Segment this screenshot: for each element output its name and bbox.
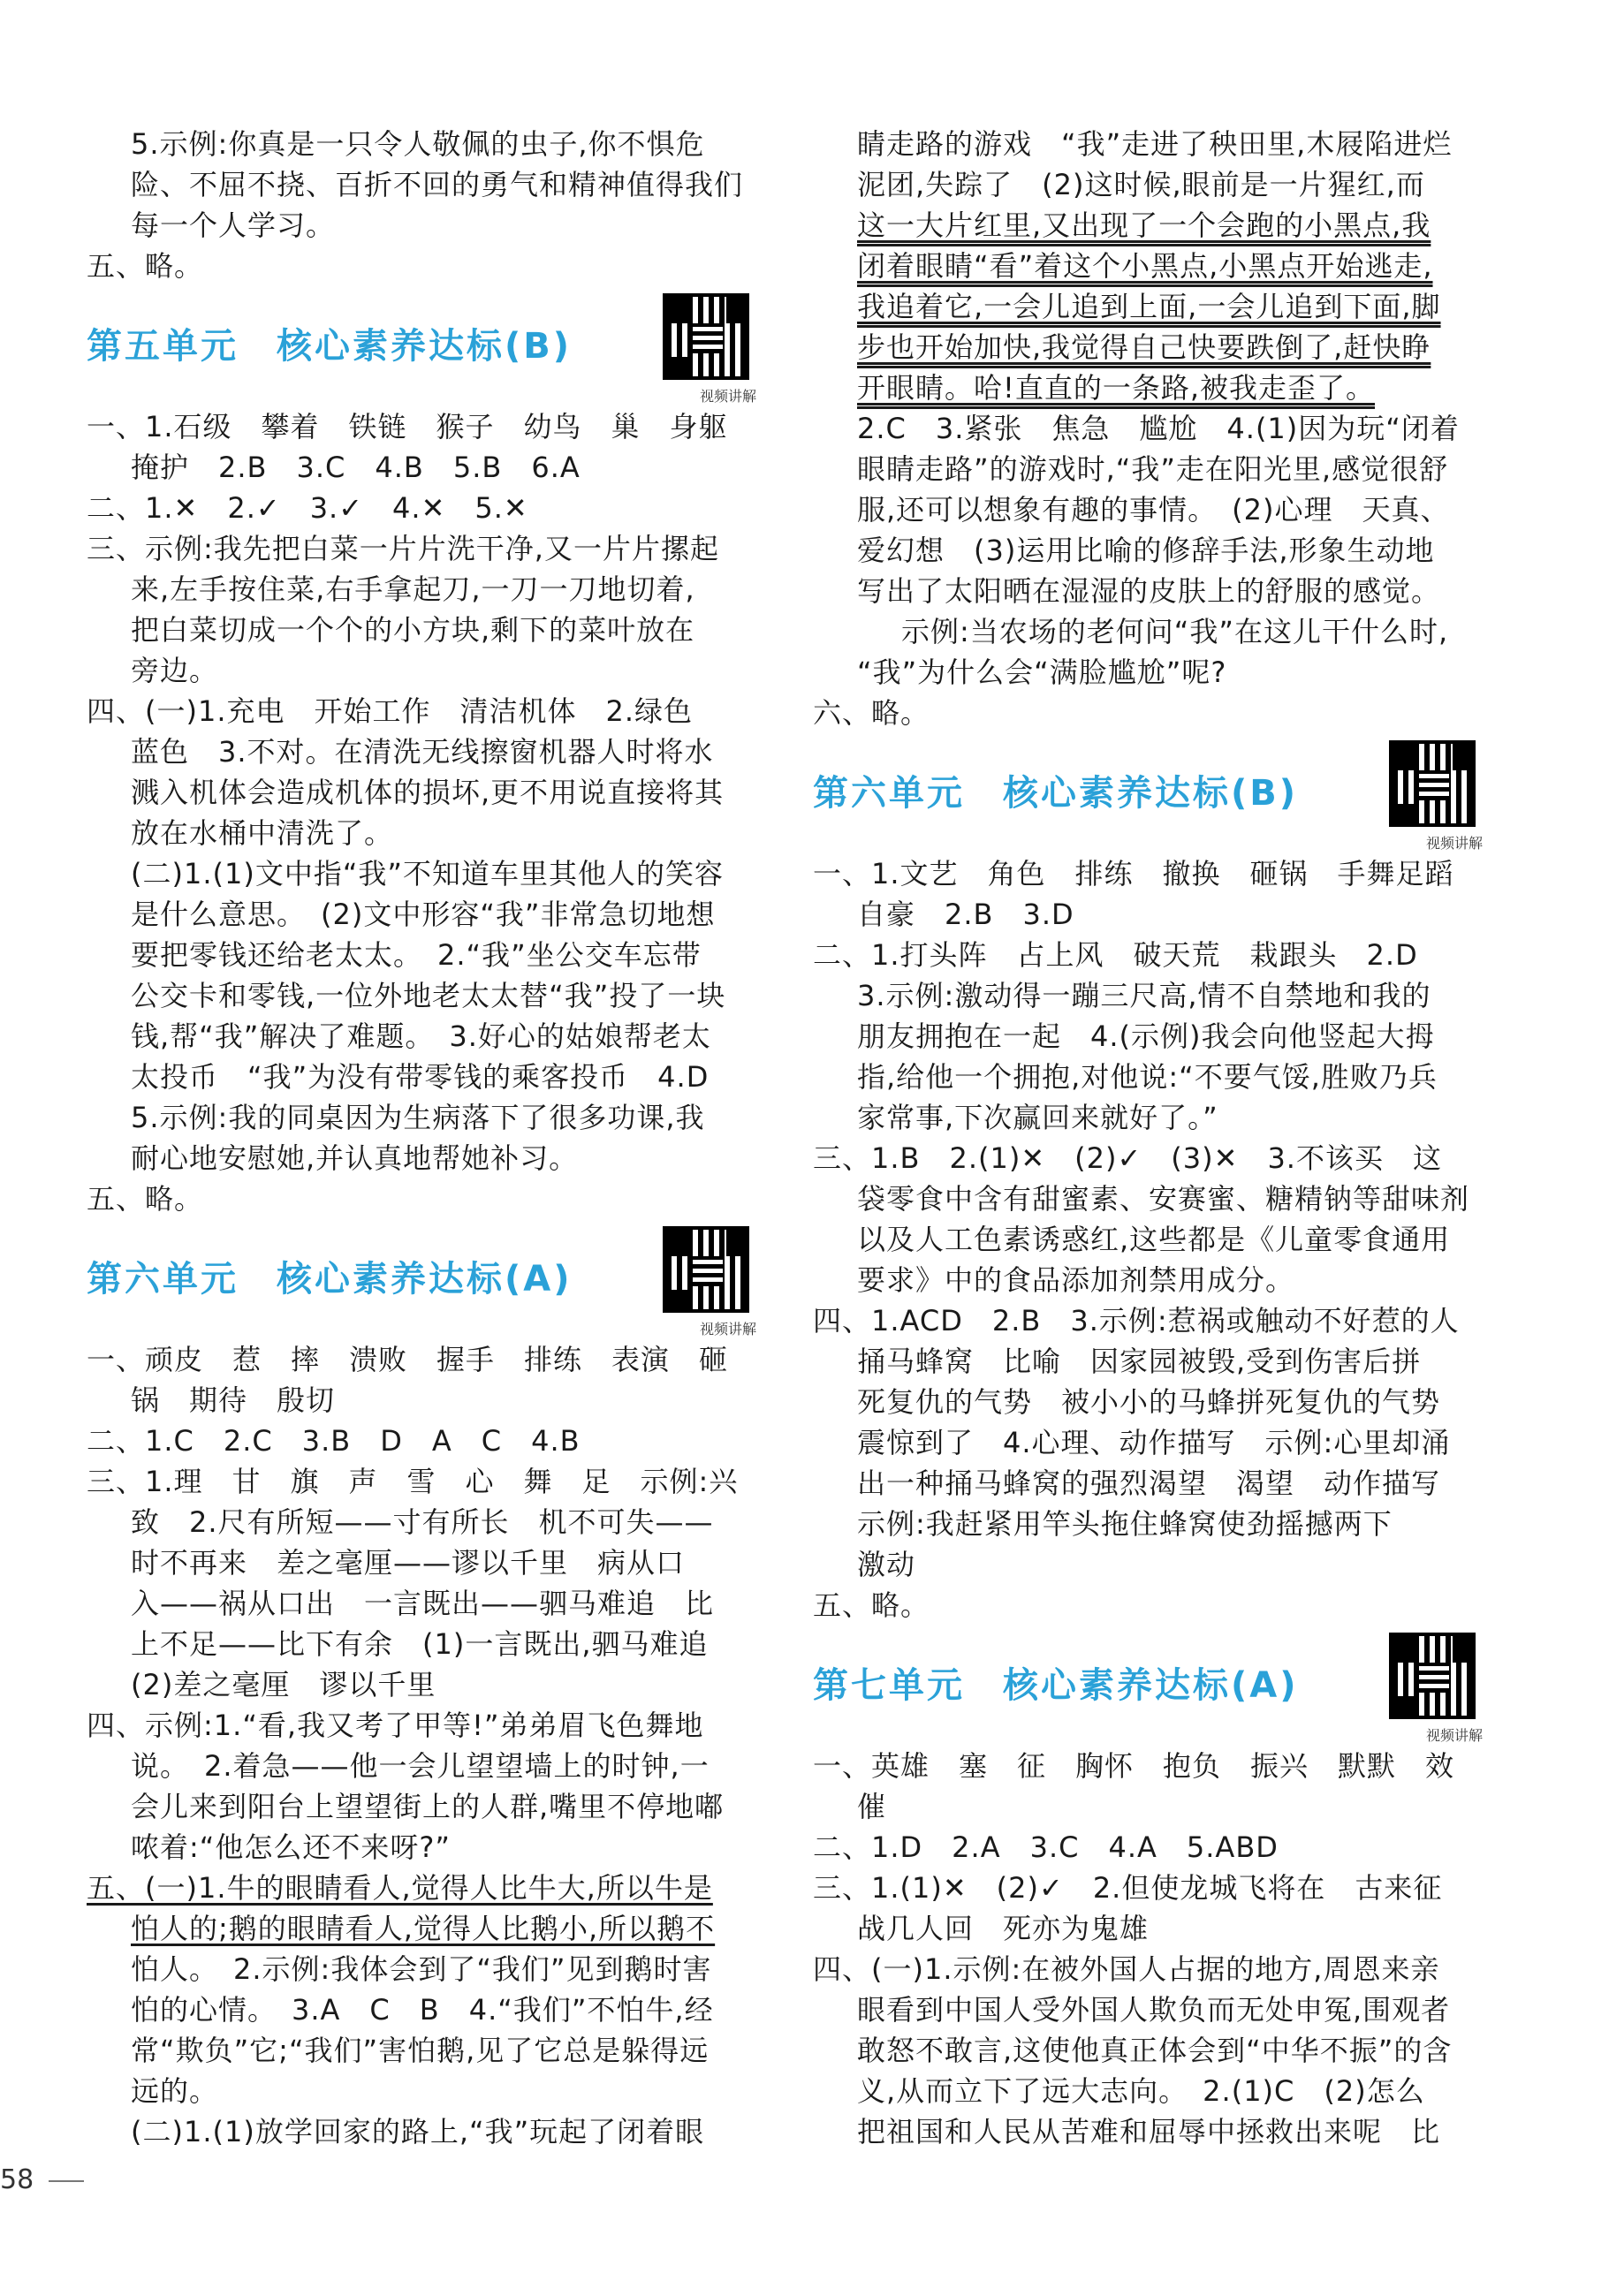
answer-line: 远的。 — [131, 2074, 219, 2108]
answer-line: 3.示例:激动得一蹦三尺高,情不自禁地和我的 — [857, 979, 1431, 1012]
qr-caption: 视频讲解 — [699, 1321, 756, 1337]
qr-caption: 视频讲解 — [1425, 1727, 1483, 1744]
unit-title: 第五单元 核心素养达标(B) — [87, 326, 573, 367]
answer-line: 三、1.理 甘 旗 声 雪 心 舞 足 示例:兴 — [87, 1465, 739, 1498]
answer-line: 致 2.尺有所短——寸有所长 机不可失—— — [131, 1505, 714, 1539]
answer-line: 是什么意思。 (2)文中形容“我”非常急切地想 — [131, 898, 716, 931]
answer-line: 锅 期待 殷切 — [131, 1383, 336, 1417]
answer-line: 要把零钱还给老太太。 2.“我”坐公交车忘带 — [131, 938, 702, 972]
page-number: 58 — [0, 2164, 34, 2195]
unit-header — [813, 1633, 1502, 1744]
answer-line — [87, 1908, 776, 1949]
answer-line: 二、1.打头阵 占上风 破天荒 栽跟头 2.D — [813, 938, 1418, 972]
answer-line: 入——祸从口出 一言既出——驷马难追 比 — [131, 1587, 715, 1620]
double-underlined-text: 开眼睛。哈!直直的一条路,被我走歪了。 — [857, 371, 1376, 405]
answer-line: 眼看到中国人受外国人欺负而无处申冤,围观者 — [857, 1993, 1451, 2027]
answer-line: 四、(一)1.充电 开始工作 清洁机体 2.绿色 — [87, 694, 694, 728]
answer-line: 六、略。 — [813, 696, 930, 730]
answer-line: 5.示例:我的同桌因为生病落下了很多功课,我 — [131, 1101, 705, 1134]
right-column — [813, 124, 1502, 2152]
answer-line: 示例:我赶紧用竿头拖住蜂窝使劲摇撼两下 — [857, 1507, 1393, 1541]
answer-line: 自豪 2.B 3.D — [857, 898, 1074, 931]
answer-line: 一、顽皮 惹 摔 溃败 握手 排练 表演 砸 — [87, 1343, 729, 1376]
answer-line: 四、(一)1.示例:在被外国人占据的地方,周恩来亲 — [813, 1952, 1440, 1986]
page-number-rule — [49, 2180, 84, 2182]
left-column — [87, 124, 776, 2152]
answer-line — [813, 286, 1502, 327]
answer-line: 袋零食中含有甜蜜素、安赛蜜、糖精钠等甜味剂 — [857, 1182, 1470, 1216]
double-underlined-text: 闭着眼睛“看”着这个小黑点,小黑点开始逃走, — [857, 249, 1433, 283]
answer-line: 震惊到了 4.心理、动作描写 示例:心里却涌 — [857, 1426, 1451, 1459]
answer-line: 服,还可以想象有趣的事情。 (2)心理 天真、 — [857, 493, 1450, 527]
answer-line: 耐心地安慰她,并认真地帮她补习。 — [131, 1141, 579, 1175]
answer-line: 眼睛走路”的游戏时,“我”走在阳光里,感觉很舒 — [857, 452, 1449, 486]
answer-line: 写出了太阳晒在湿湿的皮肤上的舒服的感觉。 — [857, 574, 1441, 608]
qr-caption: 视频讲解 — [1425, 835, 1483, 852]
qr-code-icon[interactable] — [1389, 740, 1476, 827]
answer-line: 四、示例:1.“看,我又考了甲等!”弟弟眉飞色舞地 — [87, 1709, 704, 1742]
double-underlined-text: 步也开始加快,我觉得自己快要跌倒了,赶快睁 — [857, 330, 1431, 364]
answer-line: 激动 — [857, 1548, 916, 1581]
answer-line: 旁边。 — [131, 654, 219, 687]
answer-line: 三、1.B 2.(1)✕ (2)✓ (3)✕ 3.不该买 这 — [813, 1141, 1442, 1175]
answer-line: 捅马蜂窝 比喻 因家园被毁,受到伤害后拼 — [857, 1345, 1422, 1378]
answer-line: 常“欺负”它;“我们”害怕鹅,见了它总是躲得远 — [131, 2034, 710, 2067]
answer-line: 催 — [857, 1790, 887, 1823]
answer-line: 来,左手按住菜,右手拿起刀,一刀一刀地切着, — [131, 572, 695, 606]
answer-line: 二、1.C 2.C 3.B D A C 4.B — [87, 1424, 581, 1458]
answer-line: 敢怒不敢言,这使他真正体会到“中华不振”的含 — [857, 2034, 1453, 2067]
qr-code-icon[interactable] — [663, 1226, 749, 1313]
answer-line: 钱,帮“我”解决了难题。 3.好心的姑娘帮老太 — [131, 1019, 711, 1053]
qr-code-icon[interactable] — [1389, 1633, 1476, 1719]
answer-line: 爱幻想 (3)运用比喻的修辞手法,形象生动地 — [857, 534, 1435, 567]
answer-line: 太投币 “我”为没有带零钱的乘客投币 4.D — [131, 1060, 710, 1094]
answer-line: 五、略。 — [87, 1182, 204, 1216]
answer-line: 家常事,下次赢回来就好了。” — [857, 1101, 1218, 1134]
answer-line: 一、1.石级 攀着 铁链 猴子 幼鸟 巢 身躯 — [87, 410, 728, 443]
answer-line: 一、英雄 塞 征 胸怀 抱负 振兴 默默 效 — [813, 1749, 1455, 1783]
answer-line — [813, 368, 1502, 408]
answer-line: 怕的心情。 3.A C B 4.“我们”不怕牛,经 — [131, 1993, 714, 2027]
answer-line: 二、1.D 2.A 3.C 4.A 5.ABD — [813, 1830, 1279, 1864]
answer-line: 睛走路的游戏 “我”走进了秧田里,木屐陷进烂 — [857, 127, 1453, 161]
answer-line — [813, 327, 1502, 368]
answer-line: (二)1.(1)文中指“我”不知道车里其他人的笑容 — [131, 857, 724, 890]
answer-line: 哝着:“他怎么还不来呀?” — [131, 1830, 451, 1864]
answer-line: 公交卡和零钱,一位外地老太太替“我”投了一块 — [131, 979, 726, 1012]
answer-line: 五、略。 — [87, 249, 204, 283]
answer-line: 以及人工色素诱惑红,这些都是《儿童零食通用 — [857, 1223, 1451, 1256]
answer-line: 每一个人学习。 — [131, 208, 336, 242]
answer-line: 2.C 3.紧张 焦急 尴尬 4.(1)因为玩“闭着 — [857, 412, 1460, 445]
unit-title: 第六单元 核心素养达标(A) — [87, 1259, 573, 1300]
answer-line: 指,给他一个拥抱,对他说:“不要气馁,胜败乃兵 — [857, 1060, 1438, 1094]
answer-line: 二、1.✕ 2.✓ 3.✓ 4.✕ 5.✕ — [87, 491, 528, 525]
answer-line: 上不足——比下有余 (1)一言既出,驷马难追 — [131, 1627, 709, 1661]
answer-line: 怕人。 2.示例:我体会到了“我们”见到鹅时害 — [131, 1952, 712, 1986]
answer-line: 5.示例:你真是一只令人敬佩的虫子,你不惧危 — [131, 127, 705, 161]
answer-line: (二)1.(1)放学回家的路上,“我”玩起了闭着眼 — [131, 2115, 705, 2148]
answer-line: 会儿来到阳台上望望街上的人群,嘴里不停地嘟 — [131, 1790, 725, 1823]
answer-line: 出一种捅马蜂窝的强烈渴望 渴望 动作描写 — [857, 1466, 1441, 1500]
answer-line: 泥团,失踪了 (2)这时候,眼前是一片猩红,而 — [857, 168, 1425, 201]
answer-line: 四、1.ACD 2.B 3.示例:惹祸或触动不好惹的人 — [813, 1304, 1460, 1337]
double-underlined-text: 这一大片红里,又出现了一个会跑的小黑点,我 — [857, 208, 1431, 242]
answer-line: 战几人回 死亦为鬼雄 — [857, 1912, 1150, 1945]
underlined-text: 五、(一)1.牛的眼睛看人,觉得人比牛大,所以牛是 — [87, 1871, 713, 1905]
answer-line: 说。 2.着急——他一会儿望望墙上的时钟,一 — [131, 1749, 710, 1783]
answer-line: 死复仇的气势 被小小的马蜂拼死复仇的气势 — [857, 1385, 1441, 1419]
answer-line: 五、略。 — [813, 1588, 930, 1622]
answer-line: “我”为什么会“满脸尴尬”呢? — [857, 655, 1227, 689]
answer-line: 三、示例:我先把白菜一片片洗干净,又一片片摞起 — [87, 532, 719, 565]
double-underlined-text: 我追着它,一会儿追到上面,一会儿追到下面,脚 — [857, 290, 1441, 323]
answer-line — [87, 1868, 776, 1908]
answer-line: 朋友拥抱在一起 4.(示例)我会向他竖起大拇 — [857, 1019, 1435, 1053]
answer-line: 时不再来 差之毫厘——谬以千里 病从口 — [131, 1546, 686, 1580]
answer-line: 一、1.文艺 角色 排练 撤换 砸锅 手舞足蹈 — [813, 857, 1454, 890]
answer-line: 要求》中的食品添加剂禁用成分。 — [857, 1263, 1295, 1297]
qr-code-icon[interactable] — [663, 293, 749, 380]
answer-line: 溅入机体会造成机体的损坏,更不用说直接将其 — [131, 776, 725, 809]
unit-header — [87, 1226, 776, 1337]
underlined-text: 怕人的;鹅的眼睛看人,觉得人比鹅小,所以鹅不 — [131, 1912, 716, 1945]
unit-header — [813, 740, 1502, 852]
answer-line: 险、不屈不挠、百折不回的勇气和精神值得我们 — [131, 168, 744, 201]
answer-line: 放在水桶中清洗了。 — [131, 816, 394, 850]
answer-line — [813, 205, 1502, 246]
answer-line: 示例:当农场的老何问“我”在这儿干什么时, — [901, 615, 1449, 648]
answer-line: 义,从而立下了远大志向。 2.(1)C (2)怎么 — [857, 2074, 1425, 2108]
qr-caption: 视频讲解 — [699, 388, 756, 405]
unit-title: 第六单元 核心素养达标(B) — [813, 773, 1299, 814]
answer-line — [813, 246, 1502, 286]
unit-title: 第七单元 核心素养达标(A) — [813, 1665, 1299, 1706]
unit-header — [87, 293, 776, 405]
answer-line: 掩护 2.B 3.C 4.B 5.B 6.A — [131, 451, 581, 484]
answer-line: 把白菜切成一个个的小方块,剩下的菜叶放在 — [131, 613, 695, 647]
answer-line: 三、1.(1)✕ (2)✓ 2.但使龙城飞将在 古来征 — [813, 1871, 1443, 1905]
answer-line: 蓝色 3.不对。在清洗无线擦窗机器人时将水 — [131, 735, 714, 769]
answer-line: (2)差之毫厘 谬以千里 — [131, 1668, 436, 1701]
answer-line: 把祖国和人民从苦难和屈辱中拯救出来呢 比 — [857, 2115, 1441, 2148]
